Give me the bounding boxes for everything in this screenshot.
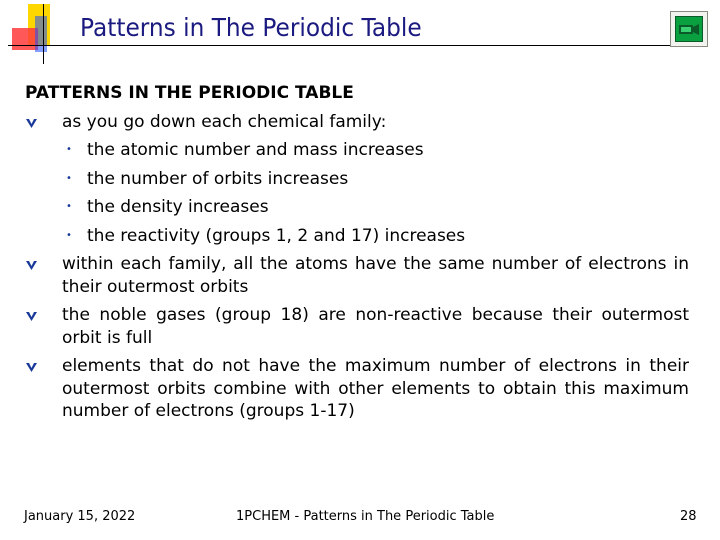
- diamond-arrow-bullet-icon: [25, 259, 38, 272]
- sub-bullet-text: the atomic number and mass increases: [87, 140, 424, 160]
- nav-action-button[interactable]: [670, 11, 708, 47]
- slide-title: Patterns in The Periodic Table: [80, 13, 422, 42]
- bullet-text: within each family, all the atoms have the same number of electrons in their outermost orbits: [62, 254, 689, 297]
- slide-body: [25, 79, 689, 426]
- decor-blue-square: [35, 16, 47, 52]
- dot-bullet-icon: •: [66, 172, 72, 184]
- sub-bullet-list: [62, 136, 689, 250]
- sub-list-item: [62, 193, 689, 222]
- sub-list-item: [62, 136, 689, 165]
- list-item: [25, 301, 689, 352]
- page-number: 28: [680, 509, 697, 524]
- list-item: [25, 352, 689, 426]
- footer-date: January 15, 2022: [24, 509, 136, 524]
- diamond-arrow-bullet-icon: [25, 361, 38, 374]
- dot-bullet-icon: •: [66, 229, 72, 241]
- sub-bullet-text: the density increases: [87, 197, 269, 217]
- dot-bullet-icon: •: [66, 201, 72, 212]
- title-underline: [8, 45, 708, 46]
- sub-bullet-text: the reactivity (groups 1, 2 and 17) increases: [87, 225, 466, 246]
- diamond-arrow-bullet-icon: [25, 310, 38, 323]
- slide-heading: PATTERNS IN THE PERIODIC TABLE: [25, 83, 354, 103]
- decor-vertical-line: [43, 4, 44, 64]
- sub-list-item: [62, 222, 689, 251]
- movie-nav-button-icon: [675, 16, 703, 42]
- list-item: [25, 250, 689, 301]
- bullet-text: elements that do not have the maximum number of electrons in their outermost orbits combine with other elements to obtain this maximum number of electrons (groups 1-17): [62, 356, 689, 421]
- sub-list-item: [62, 165, 689, 194]
- dot-bullet-icon: •: [66, 144, 72, 155]
- bullet-text: as you go down each chemical family:: [62, 111, 387, 132]
- footer-title: 1PCHEM - Patterns in The Periodic Table: [236, 509, 495, 524]
- sub-bullet-text: the number of orbits increases: [87, 168, 349, 189]
- bullet-text: the noble gases (group 18) are non-reactive because their outermost orbit is full: [62, 305, 689, 348]
- list-item: [25, 108, 689, 251]
- bullet-list: [25, 108, 689, 426]
- diamond-arrow-bullet-icon: [25, 117, 38, 130]
